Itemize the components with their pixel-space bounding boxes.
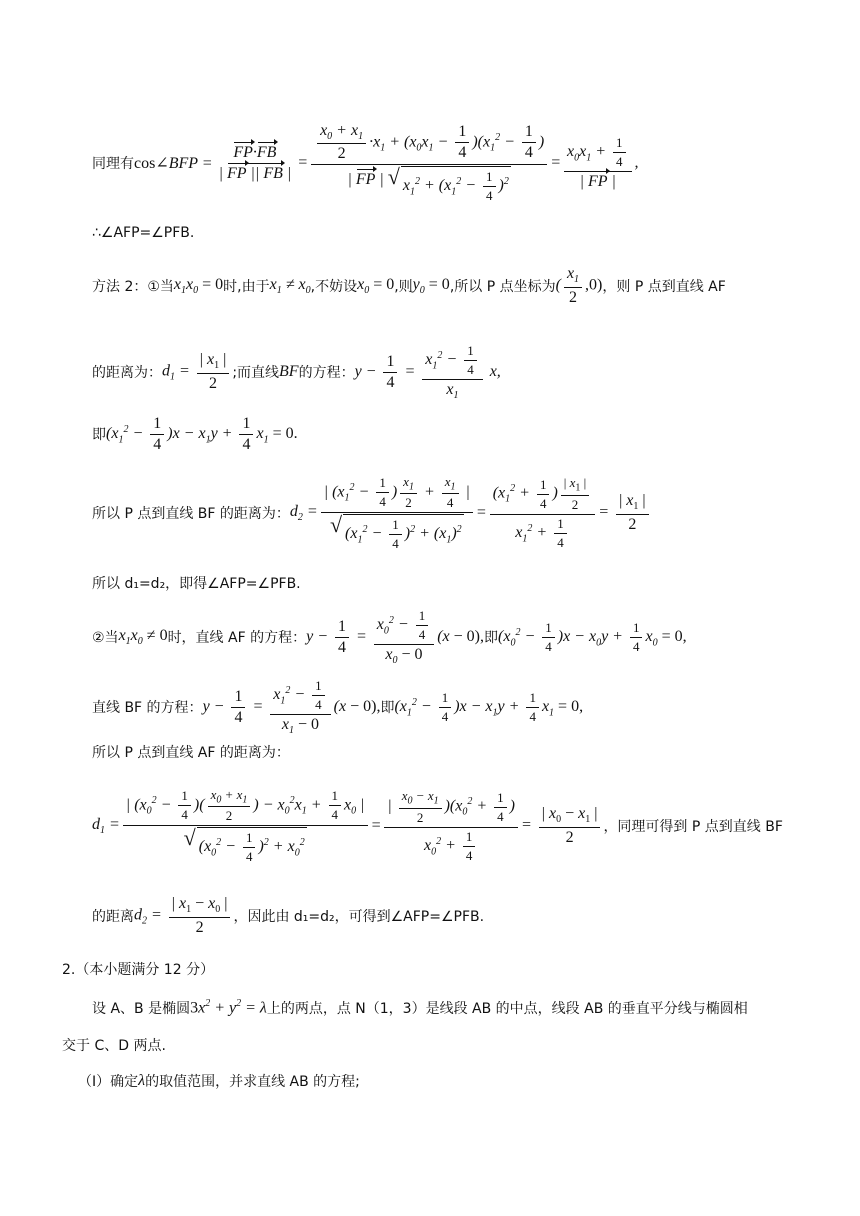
case-2-line-bf: 直线 BF 的方程： y − $\frac{1}{4}$ = $x_1^2$ − $\frac{1}{4}$ $x_1 - 0$ (x − 0), 即 ($x_1^2$ − $\frac{1}{4}$ )$x - x_1y$ + $\frac{1}{4}$ $x_1 = 0$, (92, 677, 584, 737)
d1-equals-d2-line: 所以 d₁=d₂，即得∠AFP=∠PFB. (92, 576, 301, 592)
conclusion-line: ∴∠AFP=∠PFB. (92, 225, 195, 241)
question-2-paragraph-2: 交于 C、D 两点. (62, 1038, 166, 1054)
distance-af-heading: 所以 P 点到直线 AF 的距离为： (92, 745, 290, 761)
fraction-expanded: $\frac{x_0 + x_1}{2}$ $\cdot x_1 + (x_0x_1$ − $\frac{1}{4}$ )($x_1^2$ − $\frac{1}{4}$ ) | FP | √ $x_1^2 + (x_1^2$ − $\frac{1}{4}$ )$^2$ (311, 122, 547, 204)
distance-d2-line: 所以 P 点到直线 BF 的距离为： $d_2$ = | ($x_1^2$ − $\frac{1}{4}$ ) $\frac{x_1}{2}$ + $\frac{x_1}{4}$ | √ ($x_1^2$ − $\frac{1}{4}$ )$^2 + (x_1)^2$ = ($x_1^2$ + $\frac{1}{4}$ ) $\frac{| x_1 |}{2}$ $x_1^2$ + $\frac{1}{4}$ = $\frac{| x_1 |}{2}$ (92, 470, 652, 556)
line-bf-equation: 即 ($x_1^2$ − $\frac{1}{4}$ )$x - x_1y$ + $\frac{1}{4}$ $x_1 = 0$. (92, 414, 298, 453)
cos-bfp-equation: 同理有 cos∠BFP = $\frac{FP\cdot FB}{| FP || FB |}$ = $\frac{x_0 + x_1}{2}$ $\cdot x_1 + (x_0x_1$ − $\frac{1}{4}$ )($x_1^2$ − $\frac{1}{4}$ ) | FP | √ $x_1^2 + (x_1^2$ − $\frac{1}{4}$ )$^2$ = $x_0x_1$ + $\frac{1}{4}$ | FP | , (92, 121, 639, 204)
question-2-heading: 2.（本小题满分 12 分） (62, 962, 215, 978)
method-2-line: 方法 2：①当 $x_1x_0 = 0$ 时,由于 $x_1 \ne x_0$ ,不妨设 $x_0 = 0$ ,则 $y_0 = 0$ ,所以 P 点坐标为 ( $\frac{x_1}{2}$ ,0) ，则 P 点到直线 AF (92, 265, 726, 306)
distance-d2-case2: 的距离 $d_2$ = $\frac{| x_1 - x_0 |}{2}$ ，因此由 d₁=d₂，可得到∠AFP=∠PFB. (92, 895, 485, 936)
distance-d1-case2: $d_1$ = | ($x_0^2$ − $\frac{1}{4}$ )( $\frac{x_0 + x_1}{2}$ ) − $x_0^2x_1$ + $\frac{1}{4}$ $x_0$ | √ ($x_0^2$ − $\frac{1}{4}$ )$^2 + x_0^2$ = | $\frac{x_0 - x_1}{2}$ )($x_0^2$ + $\frac{1}{4}$ ) $x_0^2$ + $\frac{1}{4}$ = $\frac{| x_0 - x_1 |}{2}$ ，同理可得到 P 点到直线 BF (92, 786, 783, 865)
fraction-simplified: $x_0x_1$ + $\frac{1}{4}$ | FP | (564, 135, 632, 191)
question-2-paragraph-1: 设 A、B 是椭圆 $3x^2 + y^2 = \lambda$ 上的两点，点 N（1，3）是线段 AB 的中点，线段 AB 的垂直平分线与椭圆相 (92, 998, 748, 1017)
question-2-part-1: （Ⅰ）确定 λ 的取值范围，并求直线 AB 的方程; (78, 1072, 360, 1090)
fraction-vector-ratio: $\frac{FP\cdot FB}{| FP || FB |}$ (218, 143, 292, 182)
distance-d1-line: 的距离为： $d_1$ = $\frac{| x_1 |}{2}$ ;而直线 BF 的方程： y − $\frac{1}{4}$ = $x_1^2$ − $\frac{1}{4}$ $x_1$ x, (92, 342, 501, 402)
case-2-line-af: ②当 $x_1x_0 \ne 0$ 时，直线 AF 的方程： y − $\frac{1}{4}$ = $x_0^2$ − $\frac{1}{4}$ $x_0 - 0$ (x − 0), 即 ($x_0^2$ − $\frac{1}{4}$ )$x - x_0y$ + $\frac{1}{4}$ $x_0 = 0$, (92, 607, 687, 667)
